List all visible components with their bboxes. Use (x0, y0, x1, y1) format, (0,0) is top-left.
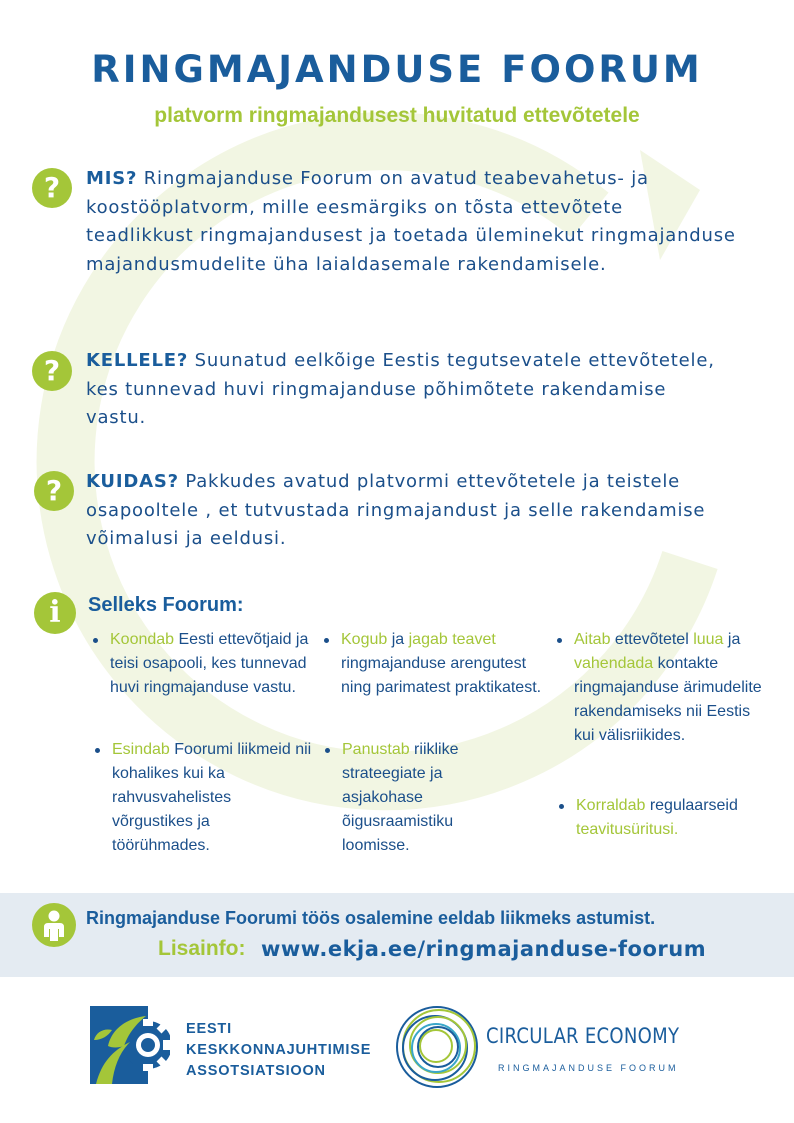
page-subtitle: platvorm ringmajandusest huvitatud ettevõtetele (154, 104, 640, 127)
bullet-text: Eesti ettevõtjaid ja teisi osapooli, kes tunnevad huvi ringmajanduse vastu. (110, 631, 309, 696)
question-mis (86, 165, 736, 279)
forum-bullet (574, 628, 774, 748)
ekja-line: EESTI (186, 1021, 232, 1037)
forum-bullet (342, 738, 502, 858)
circular-economy-title: CIRCULAR ECONOMY (486, 1024, 680, 1048)
question-mark-icon: ? (34, 471, 74, 511)
bullet-text: ja (723, 631, 741, 648)
ekja-name (186, 1019, 371, 1082)
question-label: MIS? (86, 168, 138, 189)
question-label: KELLELE? (86, 350, 189, 371)
more-info-label: Lisainfo: (158, 937, 246, 960)
membership-banner (0, 893, 794, 977)
highlight-word: luua (693, 631, 724, 648)
forum-bullet (112, 738, 312, 858)
more-info-link[interactable]: www.ekja.ee/ringmajanduse-foorum (261, 937, 707, 961)
highlight-word: Panustab (342, 741, 410, 758)
highlight-word: teavitusüritusi. (576, 821, 679, 838)
info-icon: i (34, 592, 76, 634)
forum-heading: Selleks Foorum: (88, 594, 244, 616)
person-icon (32, 903, 76, 947)
membership-text: Ringmajanduse Foorumi töös osalemine eeldab liikmeks astumist. (86, 908, 656, 928)
question-label: KUIDAS? (86, 471, 179, 492)
question-kellele (86, 347, 726, 433)
highlight-word: Aitab (574, 631, 611, 648)
bullet-text: ja (387, 631, 409, 648)
bullet-text: regulaarseid (645, 797, 738, 814)
bullet-text: ettevõtetel (610, 631, 694, 648)
bullet-text: kontakte ringmajanduse ärimudelite rakendamiseks nii Eestis kui välisriikides. (574, 655, 762, 744)
forum-bullet (576, 794, 776, 842)
highlight-word: Koondab (110, 631, 175, 648)
highlight-word: Korraldab (576, 797, 646, 814)
forum-bullet (110, 628, 315, 700)
question-text: Pakkudes avatud platvormi ettevõtetele ja teistele osapooltele , et tutvustada ringmajandust ja selle rakendamise võimalusi ja eeldusi. (86, 471, 706, 549)
highlight-word: jagab teavet (408, 631, 496, 648)
question-text: Ringmajanduse Foorum on avatud teabevahetus- ja koostööplatvorm, mille eesmärgiks on tõsta ettevõtete teadlikkust ringmajandusest ja toetada üleminekut ringmajanduse majandusmudelite üha laialdasemale rakendamisele. (86, 168, 736, 275)
highlight-word: Esindab (112, 741, 170, 758)
page-title: RINGMAJANDUSE FOORUM (91, 48, 703, 91)
question-mark-icon: ? (32, 351, 72, 391)
question-kuidas (86, 468, 726, 554)
question-text: Suunatud eelkõige Eestis tegutsevatele ettevõtetele, kes tunnevad huvi ringmajanduse põhimõtete rakendamise vastu. (86, 350, 715, 428)
highlight-word: vahendada (574, 655, 654, 672)
bullet-text: riiklike strateegiate ja asjakohase õigusraamistiku loomisse. (342, 741, 459, 854)
bullet-text: ringmajanduse arengutest ning parimatest praktikatest. (341, 655, 542, 696)
ekja-line: KESKKONNAJUHTIMISE (186, 1042, 372, 1058)
forum-bullet (341, 628, 549, 700)
bullet-text: Foorumi liikmeid nii kohalikes kui ka rahvusvahelistes võrgustikes ja töörühmades. (112, 741, 312, 854)
ekja-logo (90, 1006, 170, 1084)
circular-economy-subtitle: RINGMAJANDUSE FOORUM (498, 1063, 679, 1073)
question-mark-icon: ? (32, 168, 72, 208)
highlight-word: Kogub (341, 631, 388, 648)
ekja-line: ASSOTSIATSIOON (186, 1063, 326, 1079)
circular-economy-logo (392, 1002, 482, 1092)
